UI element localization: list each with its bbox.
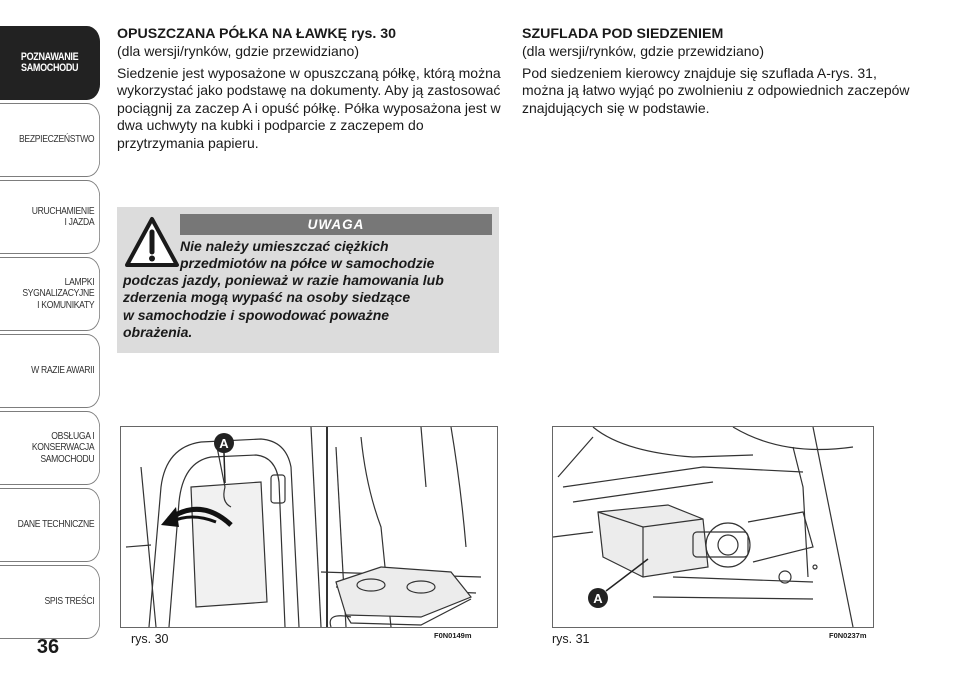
tab-w-razie-awarii[interactable]: W RAZIE AWARII [0,334,100,408]
warning-triangle-icon [124,216,180,268]
tab-poznawanie-samochodu[interactable]: POZNAWANIE SAMOCHODU [0,26,100,100]
tab-dane-techniczne[interactable]: DANE TECHNICZNE [0,488,100,562]
section-fold-down-shelf [117,26,502,152]
callout-a-label: A [219,436,229,451]
page-number: 36 [36,636,60,658]
figure-30-caption: rys. 30 [131,632,169,646]
section-title: SZUFLADA POD SIEDZENIEM [522,26,724,42]
section-body: Pod siedzeniem kierowcy znajduje się szuflada A-rys. 31, można ją łatwo wyjąć po zwolnieniu z odpowiednich zaczepów znajdujących się w podstawie. [522,65,910,116]
warning-box [117,207,499,353]
warning-text-first: Nie należy umieszczać ciężkich przedmiotów na półce w samochodzie [180,238,435,272]
section-title: OPUSZCZANA PÓŁKA NA ŁAWKĘ rys. 30 [117,26,397,42]
warning-text-rest: podczas jazdy, ponieważ w razie hamowania lub zderzenia mogą wypaść na osoby siedzące w samochodzie i spowodować poważne obrażenia. [123,272,444,340]
figure-30-illustration [121,427,497,627]
chapter-tabs [0,26,102,642]
figure-31-caption: rys. 31 [552,632,590,646]
callout-a-label: A [593,591,603,606]
section-subtitle: (dla wersji/rynków, gdzie przewidziano) [117,43,359,59]
section-seat-drawer [522,26,917,117]
figure-31 [552,426,874,628]
warning-header: UWAGA [180,214,492,235]
figure-31-illustration [553,427,873,627]
tab-obsluga-i-konserwacja[interactable]: OBSŁUGA I KONSERWACJA SAMOCHODU [0,411,100,485]
section-body: Siedzenie jest wyposażone w opuszczaną półkę, którą można wykorzystać jako podstawę na dokumenty. Aby ją zastosować pociągnij za zaczep A i opuść półkę. Półka wyposażona jest w dwa uchwyty na kubki i podparcie z zaczepem do przytrzymania papieru. [117,65,501,151]
tab-bezpieczenstwo[interactable]: BEZPIECZEŃSTWO [0,103,100,177]
figure-31-code: F0N0237m [829,631,867,640]
figure-30-code: F0N0149m [434,631,472,640]
figure-30 [120,426,498,628]
tab-uruchamienie-i-jazda[interactable]: URUCHAMIENIE I JAZDA [0,180,100,254]
tab-spis-tresci[interactable]: SPIS TREŚCI [0,565,100,639]
section-subtitle: (dla wersji/rynków, gdzie przewidziano) [522,43,764,59]
tab-lampki-sygnalizacyjne[interactable]: LAMPKI SYGNALIZACYJNE I KOMUNIKATY [0,257,100,331]
